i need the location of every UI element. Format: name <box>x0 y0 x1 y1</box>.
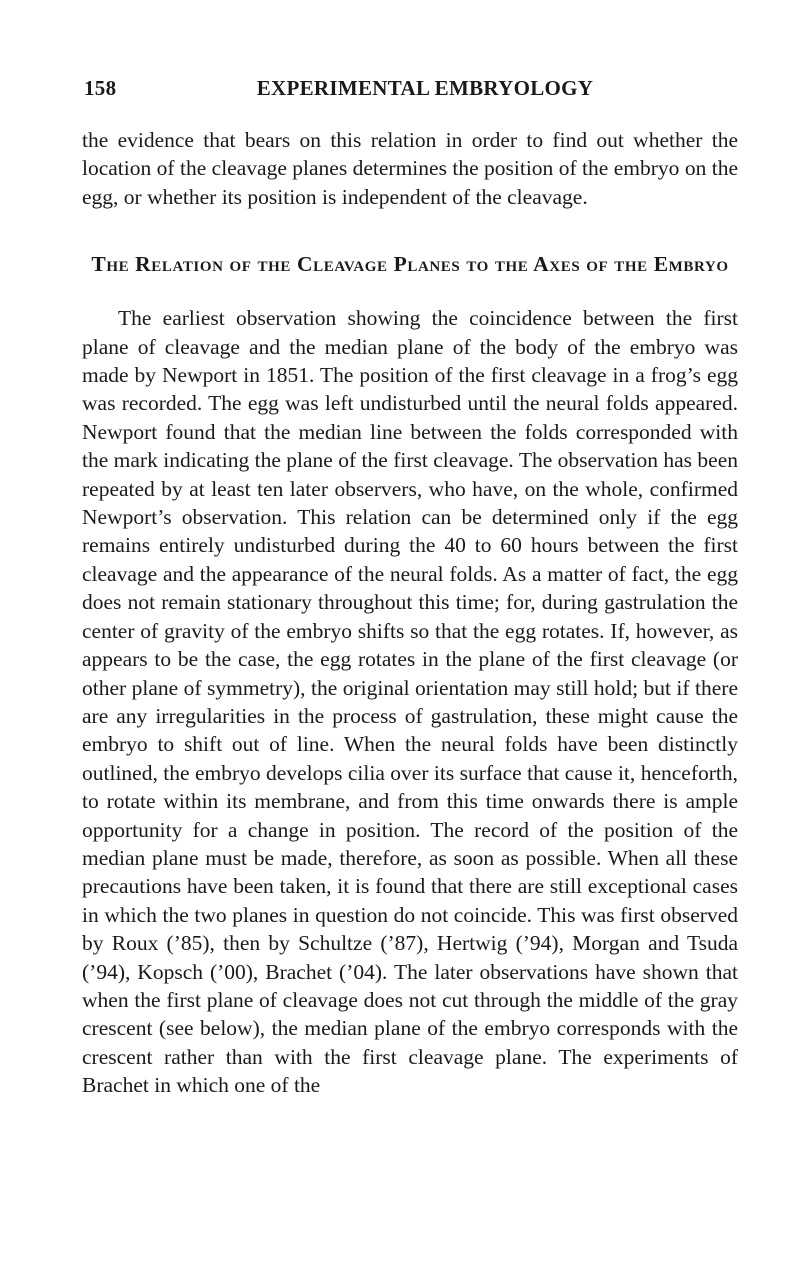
body-text <box>82 126 738 1100</box>
running-head <box>82 76 738 104</box>
section-heading: The Relation of the Cleavage Planes to the Axes of the Embryo <box>91 252 729 277</box>
book-title: EXPERIMENTAL EMBRYOLOGY <box>256 76 594 100</box>
page-number: 158 <box>84 76 117 100</box>
main-paragraph: The earliest observation showing the coincidence between the first plane of cleavage and the median plane of the body of the embryo was made by Newport in 1851. The position of the first cleavage in a frog’s egg was recorded. The egg was left undisturbed until the neural folds appeared. Newport found that the median line between the folds corresponded with the mark indicating the plane of the first cleavage. The observation has been repeated by at least ten later observers, who have, on the whole, confirmed Newport’s observation. This relation can be determined only if the egg remains entirely undisturbed during the 40 to 60 hours between the first cleavage and the appearance of the neural folds. As a matter of fact, the egg does not remain stationary throughout this time; for, during gastrulation the center of gravity of the embryo shifts so that the egg rotates. If, however, as appears to be the case, the egg rotates in the plane of the first cleavage (or other plane of symmetry), the original orientation may still hold; but if there are any irregularities in the process of gastrulation, these might cause the embryo to shift out of line. When the neural folds have been distinctly outlined, the embryo develops cilia over its surface that cause it, henceforth, to rotate within its membrane, and from this time onwards there is ample opportunity for a change in position. The record of the position of the median plane must be made, therefore, as soon as possible. When all these precautions have been taken, it is found that there are still exceptional cases in which the two planes in question do not coincide. This was first observed by Roux (’85), then by Schultze (’87), Hertwig (’94), Morgan and Tsuda (’94), Kopsch (’00), Brachet (’04). The later observations have shown that when the first plane of cleavage does not cut through the middle of the gray crescent (see below), the median plane of the embryo corresponds with the crescent rather than with the first cleavage plane. The experiments of Brachet in which one of the <box>82 306 738 1098</box>
book-page <box>82 0 738 1281</box>
continued-paragraph: the evidence that bears on this relation in order to find out whether the location of the cleavage planes determines the position of the embryo on the egg, or whether its position is independent of the cleavage. <box>82 128 738 209</box>
